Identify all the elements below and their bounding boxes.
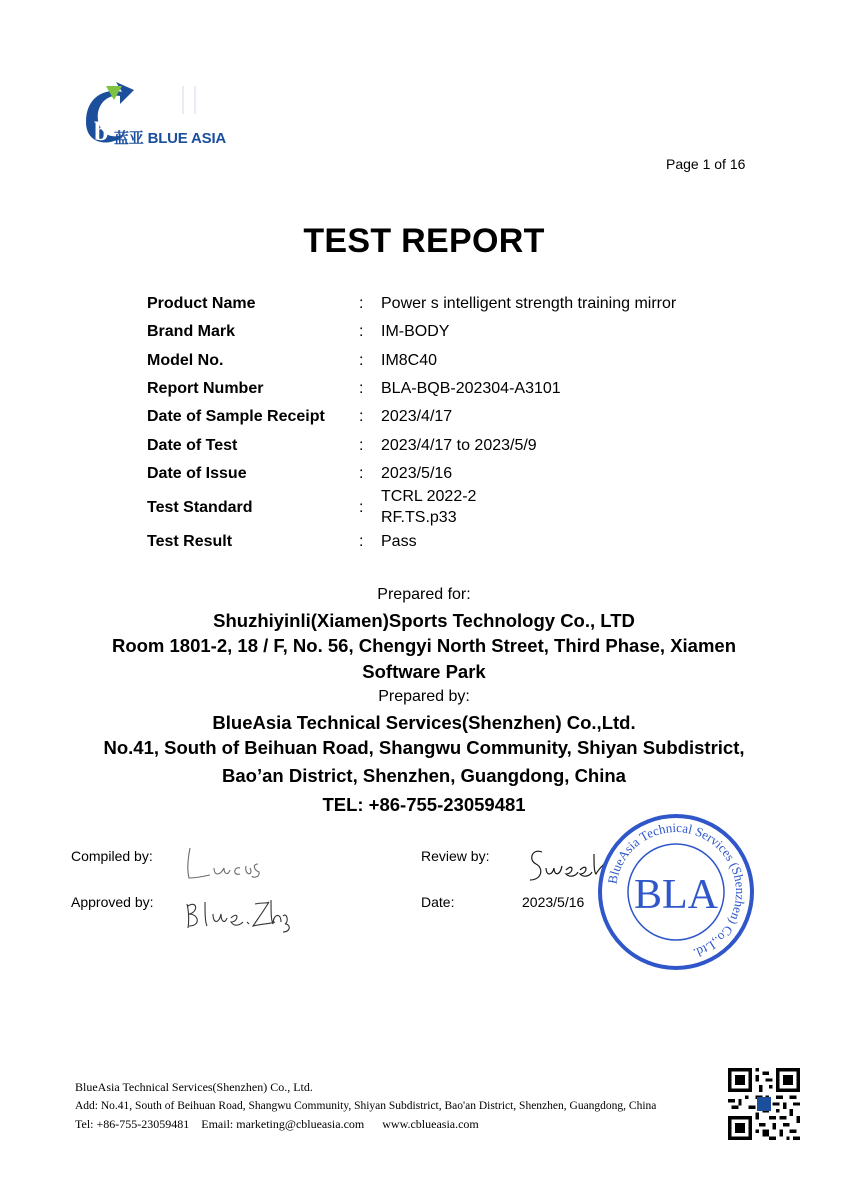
field-colon: : [359, 533, 364, 550]
prepared-for-address-line2: Software Park [362, 661, 486, 682]
compiled-by-label: Compiled by: [71, 848, 153, 864]
field-value-secondary: RF.TS.p33 [381, 509, 457, 526]
field-value: 2023/4/17 [381, 408, 453, 425]
field-label: Product Name [147, 295, 256, 312]
prepared-by-heading: Prepared by: [378, 688, 470, 705]
seal-ring-text: BlueAsia Technical Services (Shenzhen) Co.,Ltd. [604, 819, 749, 962]
svg-text:b: b [94, 117, 109, 146]
footer-company: BlueAsia Technical Services(Shenzhen) Co., Ltd. [75, 1080, 313, 1094]
company-seal [596, 812, 756, 972]
field-colon: : [359, 295, 364, 312]
seal-center-text: BLA [634, 872, 718, 918]
qr-code-icon [728, 1068, 800, 1140]
field-value: Pass [381, 533, 417, 550]
prepared-by-address-line1: No.41, South of Beihuan Road, Shangwu Community, Shiyan Subdistrict, [103, 737, 745, 758]
footer-address: Add: No.41, South of Beihuan Road, Shangwu Community, Shiyan Subdistrict, Bao'an District, Shenzhen, Guangdong, China [75, 1099, 657, 1112]
logo-wordmark: 蓝亚 BLUE ASIA [114, 130, 227, 147]
field-label: Date of Issue [147, 465, 247, 482]
field-value: Power s intelligent strength training mirror [381, 295, 677, 312]
field-label: Date of Test [147, 437, 238, 454]
approved-signature [183, 892, 293, 934]
footer [75, 1078, 656, 1134]
prepared-by-address-line2: Bao’an District, Shenzhen, Guangdong, China [222, 765, 626, 786]
field-colon: : [359, 499, 364, 516]
field-value: 2023/5/16 [381, 465, 453, 482]
field-value: IM-BODY [381, 323, 450, 340]
date-value: 2023/5/16 [522, 894, 585, 910]
field-value: TCRL 2022-2 [381, 488, 477, 505]
field-colon: : [359, 437, 364, 454]
compiled-signature [184, 846, 264, 886]
field-value: BLA-BQB-202304-A3101 [381, 380, 561, 397]
review-by-label: Review by: [421, 848, 490, 864]
prepared-for-address-line1: Room 1801-2, 18 / F, No. 56, Chengyi North Street, Third Phase, Xiamen [111, 635, 737, 656]
prepared-by-company: BlueAsia Technical Services(Shenzhen) Co.,Ltd. [212, 712, 636, 733]
approved-by-label: Approved by: [71, 894, 154, 910]
report-title: TEST REPORT [303, 222, 545, 260]
field-colon: : [359, 323, 364, 340]
field-label: Test Standard [147, 499, 253, 516]
field-colon: : [359, 352, 364, 369]
field-value: IM8C40 [381, 352, 438, 369]
prepared-for-company: Shuzhiyinli(Xiamen)Sports Technology Co., LTD [213, 610, 635, 631]
field-label: Model No. [147, 352, 224, 369]
field-label: Brand Mark [147, 323, 236, 340]
field-value: 2023/4/17 to 2023/5/9 [381, 437, 537, 454]
field-label: Test Result [147, 533, 233, 550]
field-label: Report Number [147, 380, 264, 397]
date-label: Date: [421, 894, 455, 910]
footer-contact: Tel: +86-755-23059481 Email: marketing@cblueasia.com www.cblueasia.com [75, 1117, 479, 1131]
prepared-by-tel: TEL: +86-755-23059481 [322, 794, 526, 815]
field-label: Date of Sample Receipt [147, 408, 325, 425]
prepared-for-heading: Prepared for: [377, 586, 471, 603]
field-colon: : [359, 380, 364, 397]
field-colon: : [359, 465, 364, 482]
review-signature [524, 846, 604, 886]
field-colon: : [359, 408, 364, 425]
page-indicator: Page 1 of 16 [666, 156, 746, 172]
